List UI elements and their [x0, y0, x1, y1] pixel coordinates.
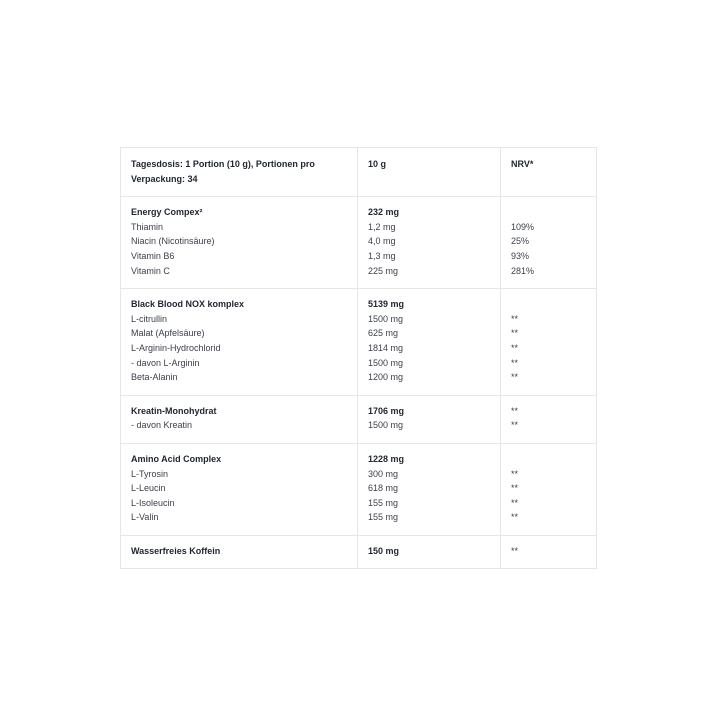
- ingredient-amount: 4,0 mg: [368, 236, 396, 247]
- ingredient-cell: [121, 396, 358, 443]
- header-serving-info: [121, 148, 358, 196]
- ingredient-amount: 1500 mg: [368, 420, 404, 431]
- amount-cell: [358, 396, 501, 443]
- table-row: [121, 197, 597, 289]
- nrv-cell: [501, 289, 597, 395]
- ingredient-name: L-Leucin: [131, 483, 166, 494]
- ingredient-name: L-Isoleucin: [131, 497, 175, 508]
- ingredient-amount: 1500 mg: [368, 313, 404, 324]
- ingredient-nrv: **: [511, 328, 519, 339]
- ingredient-cell: [121, 444, 358, 535]
- ingredient-amount: 225 mg: [368, 265, 399, 276]
- group-title: Black Blood NOX komplex: [131, 299, 245, 310]
- group-nrv: [511, 452, 596, 467]
- ingredient-nrv: 281%: [511, 265, 535, 276]
- ingredient-amount: 1,3 mg: [368, 250, 396, 261]
- ingredient-nrv: **: [511, 342, 519, 353]
- ingredient-name: L-Valin: [131, 512, 159, 523]
- ingredient-amount: 1,2 mg: [368, 221, 396, 232]
- ingredient-nrv: 93%: [511, 250, 530, 261]
- ingredient-amount: 625 mg: [368, 328, 399, 339]
- nrv-cell: [501, 536, 597, 569]
- ingredient-cell: [121, 536, 358, 569]
- ingredient-name: L-Tyrosin: [131, 468, 169, 479]
- group-nrv: **: [511, 405, 519, 416]
- ingredient-amount: 155 mg: [368, 497, 399, 508]
- ingredient-cell: [121, 197, 358, 288]
- ingredient-amount: 155 mg: [368, 512, 399, 523]
- ingredient-name: - davon L-Arginin: [131, 357, 200, 368]
- amount-cell: [358, 444, 501, 535]
- group-title: Kreatin-Monohydrat: [131, 405, 217, 416]
- ingredient-nrv: **: [511, 420, 519, 431]
- group-nrv: [511, 297, 596, 312]
- nrv-cell: [501, 444, 597, 535]
- group-nrv: **: [511, 545, 519, 556]
- ingredient-nrv: 25%: [511, 236, 530, 247]
- header-nrv: [501, 148, 597, 196]
- table-row: [121, 536, 597, 570]
- ingredient-nrv: 109%: [511, 221, 535, 232]
- nrv-cell: [501, 396, 597, 443]
- ingredient-name: Beta-Alanin: [131, 372, 178, 383]
- ingredient-name: Vitamin B6: [131, 250, 175, 261]
- amount-cell: [358, 536, 501, 569]
- ingredient-name: Thiamin: [131, 221, 164, 232]
- group-amount: 232 mg: [368, 207, 400, 218]
- group-title: Energy Compex²: [131, 207, 203, 218]
- nrv-cell: [501, 197, 597, 288]
- ingredient-name: L-citrullin: [131, 313, 168, 324]
- ingredient-name: - davon Kreatin: [131, 420, 193, 431]
- ingredient-name: Vitamin C: [131, 265, 170, 276]
- table-row: [121, 289, 597, 396]
- header-serving-text: Tagesdosis: 1 Portion (10 g), Portionen pro Verpackung: 34: [131, 159, 315, 184]
- ingredient-amount: 618 mg: [368, 483, 399, 494]
- group-amount: 150 mg: [368, 545, 400, 556]
- header-nrv-text: NRV*: [511, 159, 534, 169]
- header-amount-text: 10 g: [368, 159, 387, 169]
- ingredient-nrv: **: [511, 483, 519, 494]
- group-amount: 5139 mg: [368, 299, 405, 310]
- amount-cell: [358, 197, 501, 288]
- table-header-row: [121, 148, 597, 197]
- ingredient-nrv: **: [511, 497, 519, 508]
- ingredient-name: L-Arginin-Hydrochlorid: [131, 342, 221, 353]
- header-amount: [358, 148, 501, 196]
- ingredient-amount: 1814 mg: [368, 342, 404, 353]
- ingredient-nrv: **: [511, 372, 519, 383]
- nutrition-table: [120, 147, 597, 569]
- group-title: Wasserfreies Koffein: [131, 545, 221, 556]
- ingredient-amount: 1500 mg: [368, 357, 404, 368]
- ingredient-nrv: **: [511, 313, 519, 324]
- ingredient-amount: 300 mg: [368, 468, 399, 479]
- group-title: Amino Acid Complex: [131, 453, 222, 464]
- ingredient-nrv: **: [511, 357, 519, 368]
- ingredient-name: Malat (Apfelsäure): [131, 328, 205, 339]
- table-row: [121, 444, 597, 536]
- ingredient-nrv: **: [511, 468, 519, 479]
- amount-cell: [358, 289, 501, 395]
- table-row: [121, 396, 597, 444]
- group-amount: 1228 mg: [368, 453, 405, 464]
- group-nrv: [511, 205, 596, 220]
- group-amount: 1706 mg: [368, 405, 405, 416]
- ingredient-name: Niacin (Nicotinsäure): [131, 236, 215, 247]
- ingredient-cell: [121, 289, 358, 395]
- ingredient-nrv: **: [511, 512, 519, 523]
- table-body: [121, 197, 597, 569]
- ingredient-amount: 1200 mg: [368, 372, 404, 383]
